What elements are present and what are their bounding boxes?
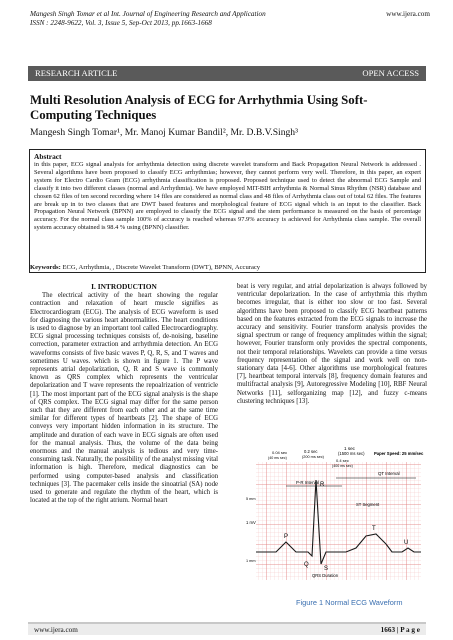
page-footer [28, 622, 426, 635]
label-5mm: 5 mm [246, 497, 256, 501]
paper-title: Multi Resolution Analysis of ECG for Arrhythmia Using Soft-Computing Techniques [30, 93, 368, 122]
keywords-text: ECG, Arrhythmia, , Discrete Wavelet Transform (DWT), BPNN, Accuracy [62, 264, 261, 271]
label-1500ms: (1500 ms sec) [338, 451, 365, 456]
abstract-text: in this paper, ECG signal analysis for arrhythmia detection using discrete wavelet transform and Back Propagation Neural Network is addressed . Several algorithms have been proposed to classify ECG arrhythmias; however, they cannot perform very well. Therefore, in this paper, an expert system for Electro Cardio Gram (ECG) arrhythmia classification is proposed. Proposed technique used to detect the abnormal ECG Sample and classify it into two different classes (normal and Arrhythmia). We have employed MIT-BIH arrhythmia & Normal Sinus Rhythm (NSR) database and chosen 62 files of ten second recording where 14 files are considered as normal class and 48 files of Arrhythmia class out of total 62 files. The features are break up in to two classes that are DWT based features and morphological feature of ECG signal which is an input to the classifier. Back Propagation Neural Network (BPNN) are employed to classify the ECG signal and the stem performance is measured on the basis of percentage accuracy. For the normal class sample 100% of accuracy is reached whereas 97.9% accuracy is achieved for Arrhythmia class sample. The overall system accuracy obtained is 98.4 % using (BPNN) classifier. [34, 161, 421, 232]
running-header [30, 10, 430, 28]
label-200ms: (200 ms sec) [302, 455, 324, 459]
access-label: OPEN ACCESS [362, 68, 419, 78]
qt-interval-label: QT Interval [378, 471, 400, 476]
wave-p-label: P [284, 534, 289, 540]
page-number: 1663 | P a g e [380, 626, 420, 634]
column-left [30, 283, 218, 505]
citation-line-1: Mangesh Singh Tomar et al Int. Journal of Engineering Research and Application [30, 10, 266, 18]
wave-r-label: R [320, 482, 325, 488]
article-banner [28, 66, 426, 81]
paper-authors: Mangesh Singh Tomar¹, Mr. Manoj Kumar Bandil², Mr. D.B.V.Singh³ [30, 127, 298, 138]
journal-url[interactable]: www.ijera.com [386, 10, 430, 18]
abstract-heading: Abstract [34, 152, 62, 161]
label-1mm: 1 mm [246, 559, 256, 563]
st-segment-label: ST Segment [356, 502, 380, 507]
qrs-duration-label: QRS Duration [312, 573, 339, 578]
wave-u-label: U [404, 540, 409, 546]
keywords [30, 264, 260, 272]
label-0-04sec: 0.04 sec [272, 450, 288, 455]
intro-paragraph-left: The electrical activity of the heart showing the regular contraction and relaxation of heart muscle signifies as Electrocardiogram (ECG). The analysis of ECG waveform is used for diagnosing the various heart abnormalities. The heart conditions is used to diagnose by an important tool called Electrocardiography. ECG signal processing techniques consists of, de-noising, baseline correction, parameter extraction and arrhythmia detection. An ECG waveforms consists of five basic waves P, Q, R, S, and T waves and sometimes U waves. which is shown in figure 1. The P wave represents atrial depolarization, Q, R and S wave is commonly known as QRS complex which represents the ventricular depolarization and T wave represents the repoalrization of ventricle [1]. The most important part of the ECG signal analysis is the shape of QRS complex. The ECG signal may differ for the same person such that they are different from each other and at the same time similar for different types of heartbeats [2]. The shape of ECG conveys very important hidden information in its structure. The amplitude and duration of each wave in ECG signals are often used for the manual analysis. Thus, the volume of the data being enormous and the manual analysis is tedious and very time-consuming task. Naturally, the possibility of the analyst missing vital information is high. Therefore, medical diagnostics can be performed using computer-based analysis and classification techniques [3]. The pacemaker cells inside the sinoatrial (SA) node used to generate and regulate the rhythm of the heart, which is located at the top of the right atrium. Normal heart [30, 292, 218, 505]
section-heading-introduction: I. INTRODUCTION [91, 282, 157, 291]
label-400ms: (400 ms sec) [332, 464, 353, 468]
citation-line-2: ISSN : 2248-9622, Vol. 3, Issue 5, Sep-Oct 2013, pp.1663-1668 [30, 19, 212, 27]
wave-s-label: S [324, 566, 329, 572]
wave-t-label: T [372, 526, 376, 532]
abstract-box [29, 149, 426, 273]
article-type: RESEARCH ARTICLE [35, 68, 118, 78]
paper-speed: Paper Speed: 25 mm/sec [374, 451, 424, 456]
footer-url[interactable]: www.ijera.com [34, 626, 78, 634]
ecg-figure [246, 444, 426, 584]
intro-paragraph-right: beat is very regular, and atrial depolarization is always followed by ventricular depolarization. In the case of arrhythmia this rhythm becomes irregular, that is either too slow or too fast. Several algorithms have been proposed to classify ECG heartbeat patterns based on the features extracted from the ECG signals to increase the accuracy and sensitivity. Fourier transform analysis provides the signal spectrum or range of frequency amplitudes within the signal; however, Fourier transform only provides the spectral components, not their temporal relationships. Wavelets can provide a time versus frequency representation of the signal and work well on non-stationary data [4-6]. Other algorithms use morphological features [7], heartbeat temporal intervals [8], frequency domain features and multifractal analysis [9], Autoregressive Modeling [10], RBF Neural Networks [11], selforganizing map [12], and fuzzy c-means clustering techniques [13]. [237, 283, 427, 405]
figure-caption: Figure 1 Normal ECG Waveform [296, 598, 403, 607]
label-0-4sec: 0.4 sec [336, 458, 349, 463]
column-right [237, 283, 427, 406]
label-1sec: 1 sec [344, 446, 355, 451]
ecg-grid [256, 462, 421, 580]
wave-q-label: Q [304, 562, 309, 568]
label-40ms: (40 ms sec) [268, 456, 287, 460]
ecg-waveform-diagram [246, 444, 426, 584]
amplitude-1mv-label: 1 mV [246, 520, 256, 525]
label-0-2sec: 0.2 sec [304, 449, 318, 454]
keywords-label: Keywords: [30, 264, 61, 271]
pr-interval-label: P-R Interval [296, 480, 320, 485]
